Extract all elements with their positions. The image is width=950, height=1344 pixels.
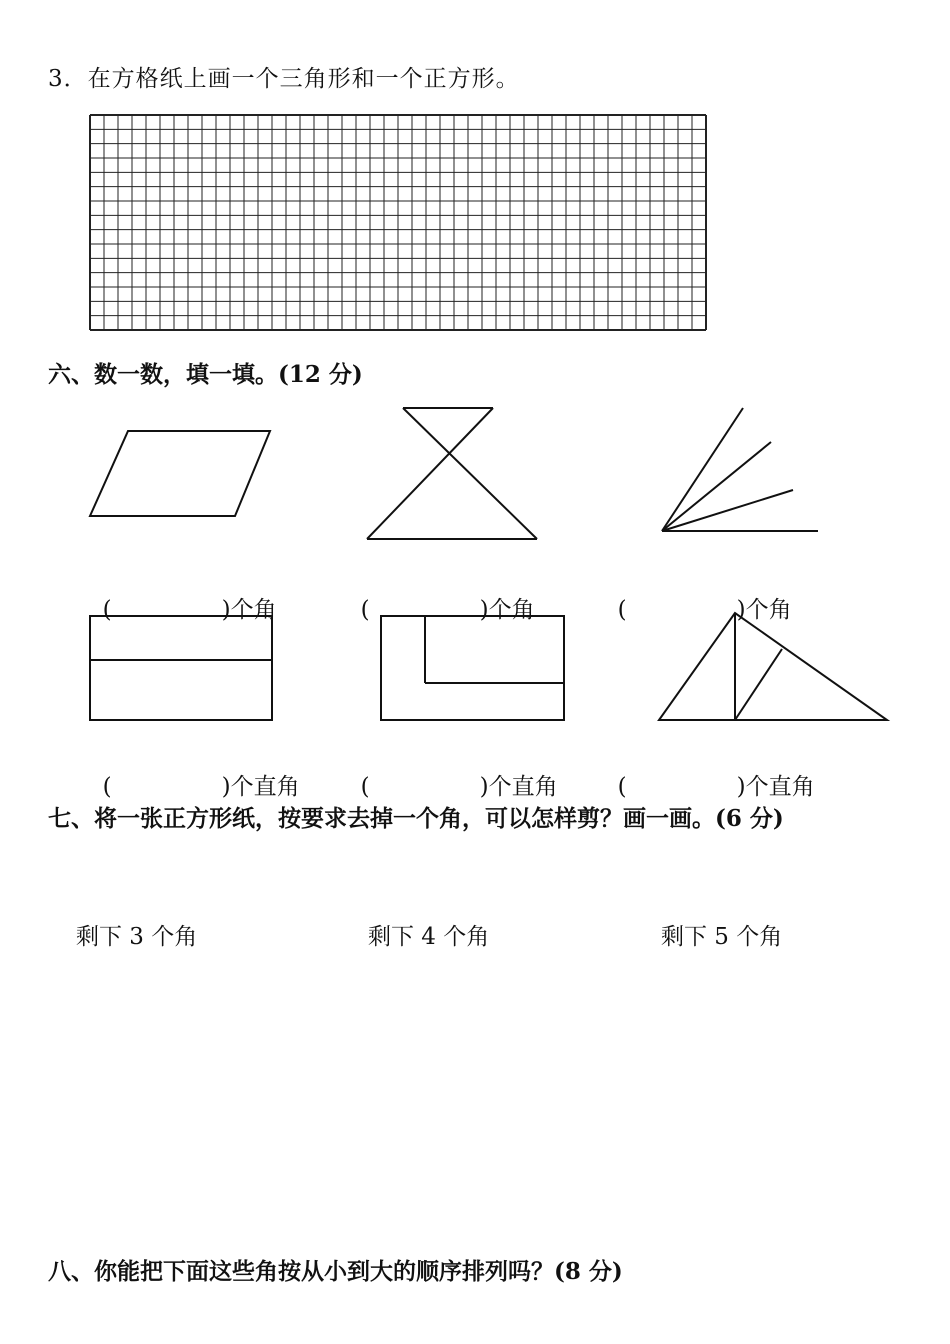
question-3-text: 3．在方格纸上画一个三角形和一个正方形。 xyxy=(48,66,520,92)
remaining-4-angles-label: 剩下 4 个角 xyxy=(368,924,490,950)
split-rectangle-figure xyxy=(90,616,272,720)
answer-blank-2[interactable] xyxy=(346,565,535,624)
parallelogram-figure xyxy=(90,431,270,516)
paren-open: ( xyxy=(102,597,112,623)
count-angles-label: )个角 xyxy=(479,597,535,623)
answer-blank-1[interactable] xyxy=(88,565,277,624)
remaining-3-angles-label: 剩下 3 个角 xyxy=(76,924,198,950)
section-8-heading: 八、你能把下面这些角按从小到大的顺序排列吗？(8 分) xyxy=(48,1258,623,1285)
answer-blank-6[interactable] xyxy=(603,742,815,801)
l-shape-rectangle-figure xyxy=(381,616,564,720)
section-7-heading: 七、将一张正方形纸，按要求去掉一个角，可以怎样剪？画一画。(6 分) xyxy=(48,805,784,832)
paren-open: ( xyxy=(617,597,627,623)
count-right-angles-label: )个直角 xyxy=(736,774,815,800)
remaining-5-angles-label: 剩下 5 个角 xyxy=(661,924,783,950)
divided-triangle-figure xyxy=(659,613,887,720)
answer-blank-3[interactable] xyxy=(603,565,792,624)
answer-blank-4[interactable] xyxy=(88,742,300,801)
paren-open: ( xyxy=(617,774,627,800)
count-right-angles-label: )个直角 xyxy=(479,774,558,800)
count-right-angles-label: )个直角 xyxy=(221,774,300,800)
paren-open: ( xyxy=(360,774,370,800)
crossed-triangles-figure xyxy=(367,408,537,539)
count-angles-label: )个角 xyxy=(221,597,277,623)
paren-open: ( xyxy=(360,597,370,623)
answer-blank-5[interactable] xyxy=(346,742,558,801)
rays-angle-figure xyxy=(662,408,818,531)
section-6-heading: 六、数一数，填一填。(12 分) xyxy=(48,361,363,388)
paren-open: ( xyxy=(102,774,112,800)
count-angles-label: )个角 xyxy=(736,597,792,623)
